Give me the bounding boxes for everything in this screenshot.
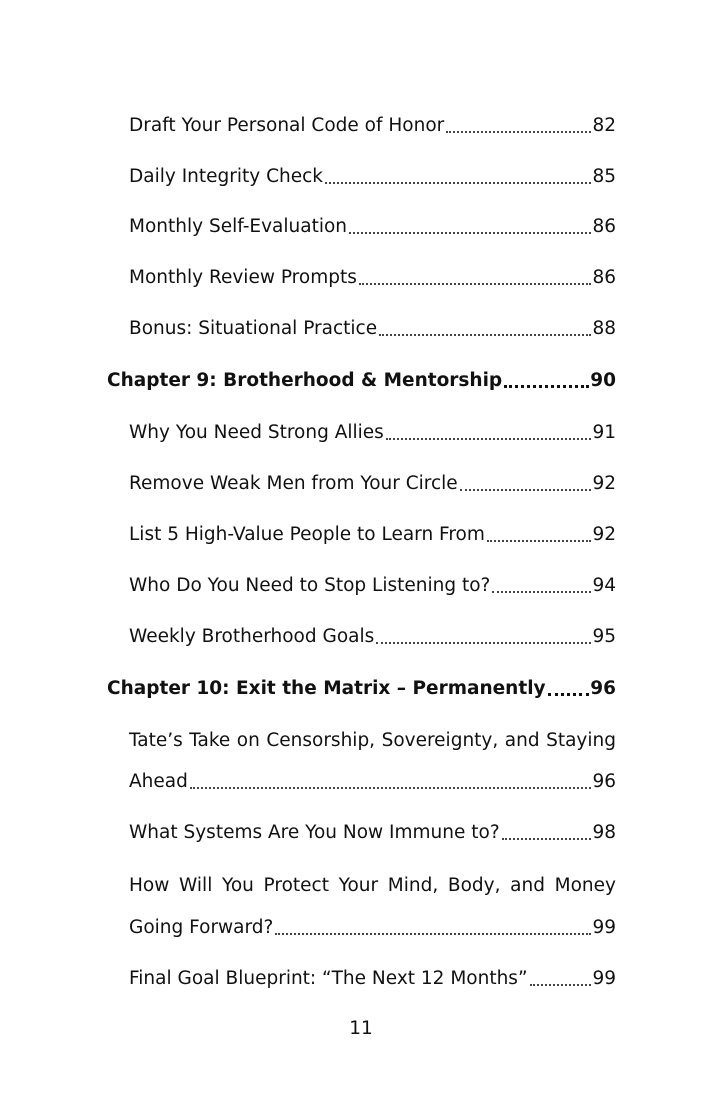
toc-entry-title: Who Do You Need to Stop Listening to? bbox=[129, 575, 491, 596]
dot-leader bbox=[386, 428, 592, 440]
toc-entry-page: 99 bbox=[592, 968, 616, 989]
toc-entry-page: 86 bbox=[592, 216, 616, 237]
toc-entry-page: 92 bbox=[592, 524, 616, 545]
toc-entry-title: Draft Your Personal Code of Honor bbox=[129, 115, 445, 136]
dot-leader bbox=[487, 530, 592, 542]
toc-chapter-title: Chapter 9: Brotherhood & Mentorship bbox=[107, 370, 503, 391]
toc-entry[interactable] bbox=[129, 966, 616, 992]
toc-entry-title: Remove Weak Men from Your Circle bbox=[129, 473, 458, 494]
dot-leader bbox=[548, 683, 590, 696]
toc-entry[interactable] bbox=[129, 164, 616, 190]
toc-entry-page: 94 bbox=[592, 575, 616, 596]
toc-chapter-entry[interactable] bbox=[107, 676, 616, 702]
toc-entry-title: Daily Integrity Check bbox=[129, 166, 323, 187]
toc-entry-title: Bonus: Situational Practice bbox=[129, 318, 378, 339]
toc-entry[interactable] bbox=[129, 915, 616, 941]
toc-entry-page: 85 bbox=[592, 166, 616, 187]
toc-chapter-page: 96 bbox=[590, 678, 616, 699]
dot-leader bbox=[359, 273, 592, 285]
toc-entry[interactable] bbox=[129, 573, 616, 599]
toc-entry[interactable] bbox=[129, 420, 616, 446]
toc-entry-title: Final Goal Blueprint: “The Next 12 Months” bbox=[129, 968, 528, 989]
toc-entry-page: 86 bbox=[592, 267, 616, 288]
toc-entry-title: Ahead bbox=[129, 771, 188, 792]
toc-entry[interactable] bbox=[129, 522, 616, 548]
dot-leader bbox=[446, 121, 591, 133]
page-number: 11 bbox=[349, 1018, 373, 1039]
toc-entry[interactable] bbox=[129, 113, 616, 139]
dot-leader bbox=[275, 923, 591, 935]
toc-entry-page: 98 bbox=[592, 822, 616, 843]
toc-entry[interactable] bbox=[129, 316, 616, 342]
dot-leader bbox=[502, 828, 592, 840]
toc-entry-page: 91 bbox=[592, 422, 616, 443]
toc-entry[interactable] bbox=[129, 769, 616, 795]
toc-entry-title-line1: How Will You Protect Your Mind, Body, and Money bbox=[129, 875, 616, 896]
dot-leader bbox=[325, 172, 591, 184]
toc-entry[interactable] bbox=[129, 471, 616, 497]
toc-entry-title-line1: Tate’s Take on Censorship, Sovereignty, and Staying bbox=[129, 730, 616, 751]
toc-entry-page: 99 bbox=[592, 917, 616, 938]
toc-entry-title: List 5 High-Value People to Learn From bbox=[129, 524, 485, 545]
toc-entry-title: What Systems Are You Now Immune to? bbox=[129, 822, 500, 843]
toc-entry-page: 96 bbox=[592, 771, 616, 792]
toc-entry-title: Weekly Brotherhood Goals bbox=[129, 626, 375, 647]
dot-leader bbox=[530, 974, 592, 986]
toc-entry-title: Monthly Self-Evaluation bbox=[129, 216, 348, 237]
toc-entry-page: 88 bbox=[592, 318, 616, 339]
dot-leader bbox=[379, 324, 591, 336]
dot-leader bbox=[492, 581, 591, 593]
toc-entry-title: Going Forward? bbox=[129, 917, 274, 938]
toc-chapter-page: 90 bbox=[590, 370, 616, 391]
dot-leader bbox=[376, 632, 591, 644]
dot-leader bbox=[504, 375, 589, 388]
toc-entry[interactable] bbox=[129, 214, 616, 240]
dot-leader bbox=[349, 222, 591, 234]
toc-entry-page: 95 bbox=[592, 626, 616, 647]
toc-entry-page: 82 bbox=[592, 115, 616, 136]
dot-leader bbox=[190, 777, 592, 789]
toc-chapter-entry[interactable] bbox=[107, 368, 616, 394]
toc-chapter-title: Chapter 10: Exit the Matrix – Permanently bbox=[107, 678, 546, 699]
toc-entry-title: Monthly Review Prompts bbox=[129, 267, 357, 288]
toc-entry[interactable] bbox=[129, 820, 616, 846]
toc-entry[interactable] bbox=[129, 624, 616, 650]
dot-leader bbox=[460, 479, 592, 491]
toc-entry-page: 92 bbox=[592, 473, 616, 494]
toc-entry-title: Why You Need Strong Allies bbox=[129, 422, 384, 443]
toc-entry[interactable] bbox=[129, 265, 616, 291]
